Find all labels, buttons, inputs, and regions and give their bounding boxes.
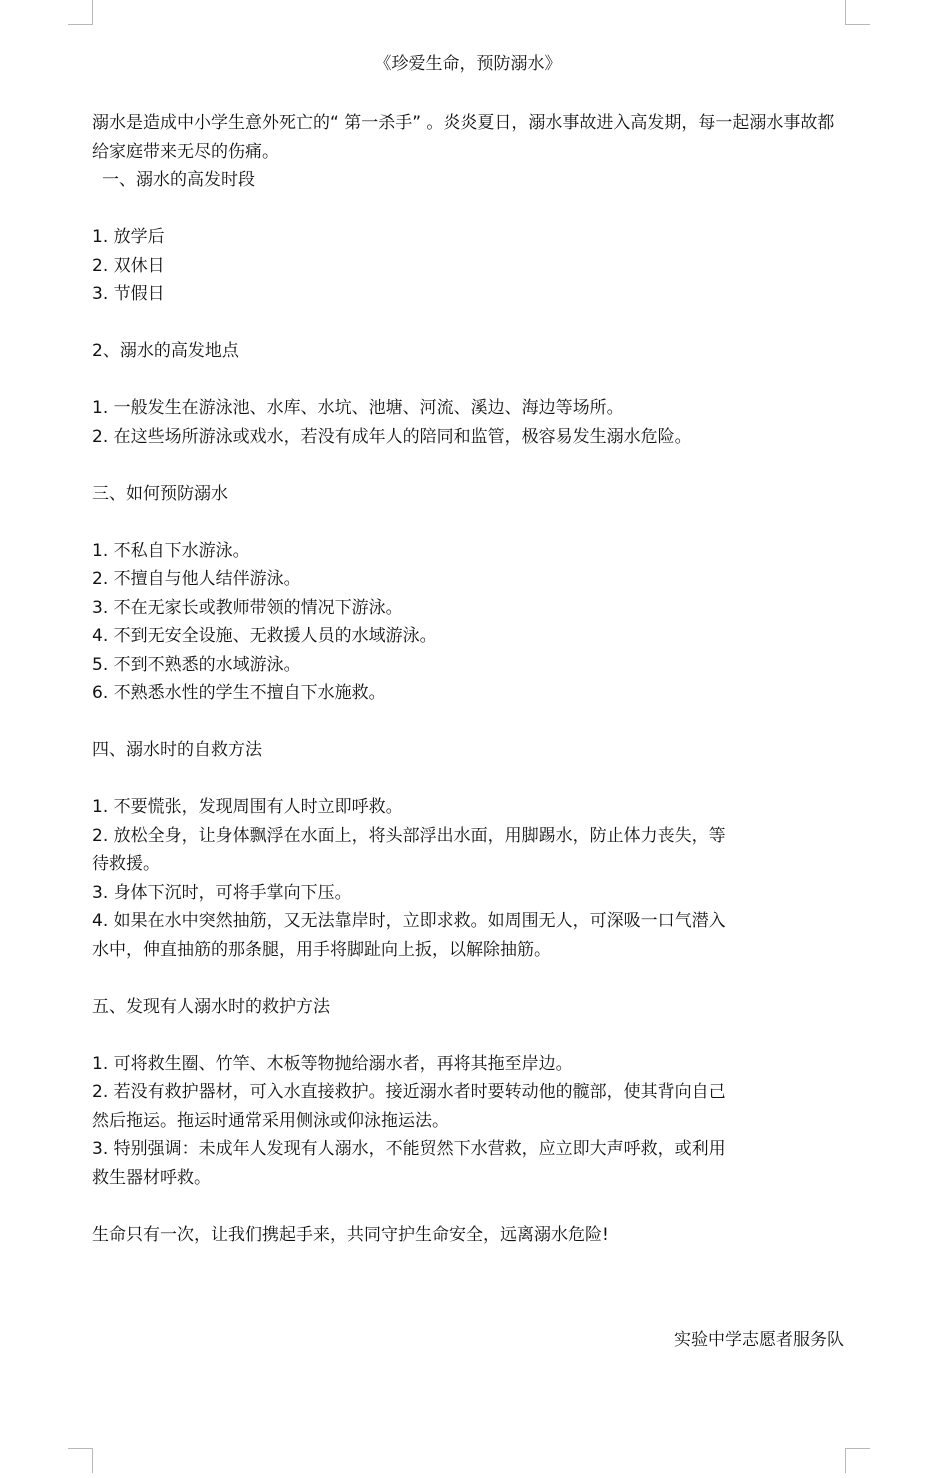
list-item: 4. 不到无安全设施、无救援人员的水域游泳。: [92, 626, 437, 646]
list-item: 1. 不私自下水游泳。: [92, 540, 250, 561]
section-heading-1: 一、溺水的高发时段: [102, 170, 255, 190]
list-item: 2. 放松全身，让身体飘浮在水面上，将头部浮出水面，用脚踢水，防止体力丧失，等: [92, 825, 726, 846]
page-corner-mark-top-right: [845, 0, 870, 25]
list-item: 1. 放学后: [92, 227, 165, 247]
closing-statement: 生命只有一次，让我们携起手来，共同守护生命安全，远离溺水危险!: [92, 1224, 609, 1245]
document-title: 《珍爱生命，预防溺水》: [374, 54, 562, 74]
intro-paragraph: 溺水是造成中小学生意外死亡的“ 第一杀手” 。炎炎夏日，溺水事故进入高发期，每一起溺水事故都给家庭带来无尽的伤痛。: [92, 113, 835, 162]
list-item: 1. 一般发生在游泳池、水库、水坑、池塘、河流、溪边、海边等场所。: [92, 398, 624, 418]
list-item: 3. 不在无家长或教师带领的情况下游泳。: [92, 597, 403, 618]
list-item: 2. 在这些场所游泳或戏水，若没有成年人的陪同和监管，极容易发生溺水危险。: [92, 426, 692, 447]
list-item-continued: 救生器材呼救。: [92, 1167, 211, 1188]
list-item: 3. 特别强调：未成年人发现有人溺水，不能贸然下水营救，应立即大声呼救，或利用: [92, 1139, 726, 1159]
list-item-continued: 待救援。: [92, 854, 160, 874]
list-item: 4. 如果在水中突然抽筋，又无法靠岸时，立即求救。如周围无人，可深吸一口气潜入: [92, 911, 726, 931]
section-heading-4: 四、溺水时的自救方法: [92, 740, 262, 760]
list-item: 3. 身体下沉时，可将手掌向下压。: [92, 882, 352, 903]
list-item: 3. 节假日: [92, 284, 165, 304]
list-item-continued: 水中，伸直抽筋的那条腿，用手将脚趾向上扳，以解除抽筋。: [92, 939, 551, 960]
list-item-continued: 然后拖运。拖运时通常采用侧泳或仰泳拖运法。: [92, 1110, 449, 1131]
section-heading-3: 三、如何预防溺水: [92, 483, 228, 504]
document-body: [92, 50, 844, 1249]
list-item: 1. 可将救生圈、竹竿、木板等物抛给溺水者，再将其拖至岸边。: [92, 1053, 573, 1074]
page-corner-mark-bottom-right: [845, 1448, 870, 1473]
list-item: 6. 不熟悉水性的学生不擅自下水施救。: [92, 683, 386, 703]
section-heading-5: 五、发现有人溺水时的救护方法: [92, 996, 330, 1017]
page-corner-mark-bottom-left: [68, 1448, 93, 1473]
list-item: 2. 若没有救护器材，可入水直接救护。接近溺水者时要转动他的髋部，使其背向自己: [92, 1082, 726, 1102]
section-heading-2: 2、溺水的高发地点: [92, 341, 239, 361]
list-item: 2. 双休日: [92, 255, 165, 276]
list-item: 2. 不擅自与他人结伴游泳。: [92, 569, 301, 589]
list-item: 1. 不要慌张，发现周围有人时立即呼救。: [92, 797, 403, 817]
signature: 实验中学志愿者服务队: [674, 1330, 844, 1350]
page-corner-mark-top-left: [68, 0, 93, 25]
list-item: 5. 不到不熟悉的水域游泳。: [92, 654, 301, 675]
